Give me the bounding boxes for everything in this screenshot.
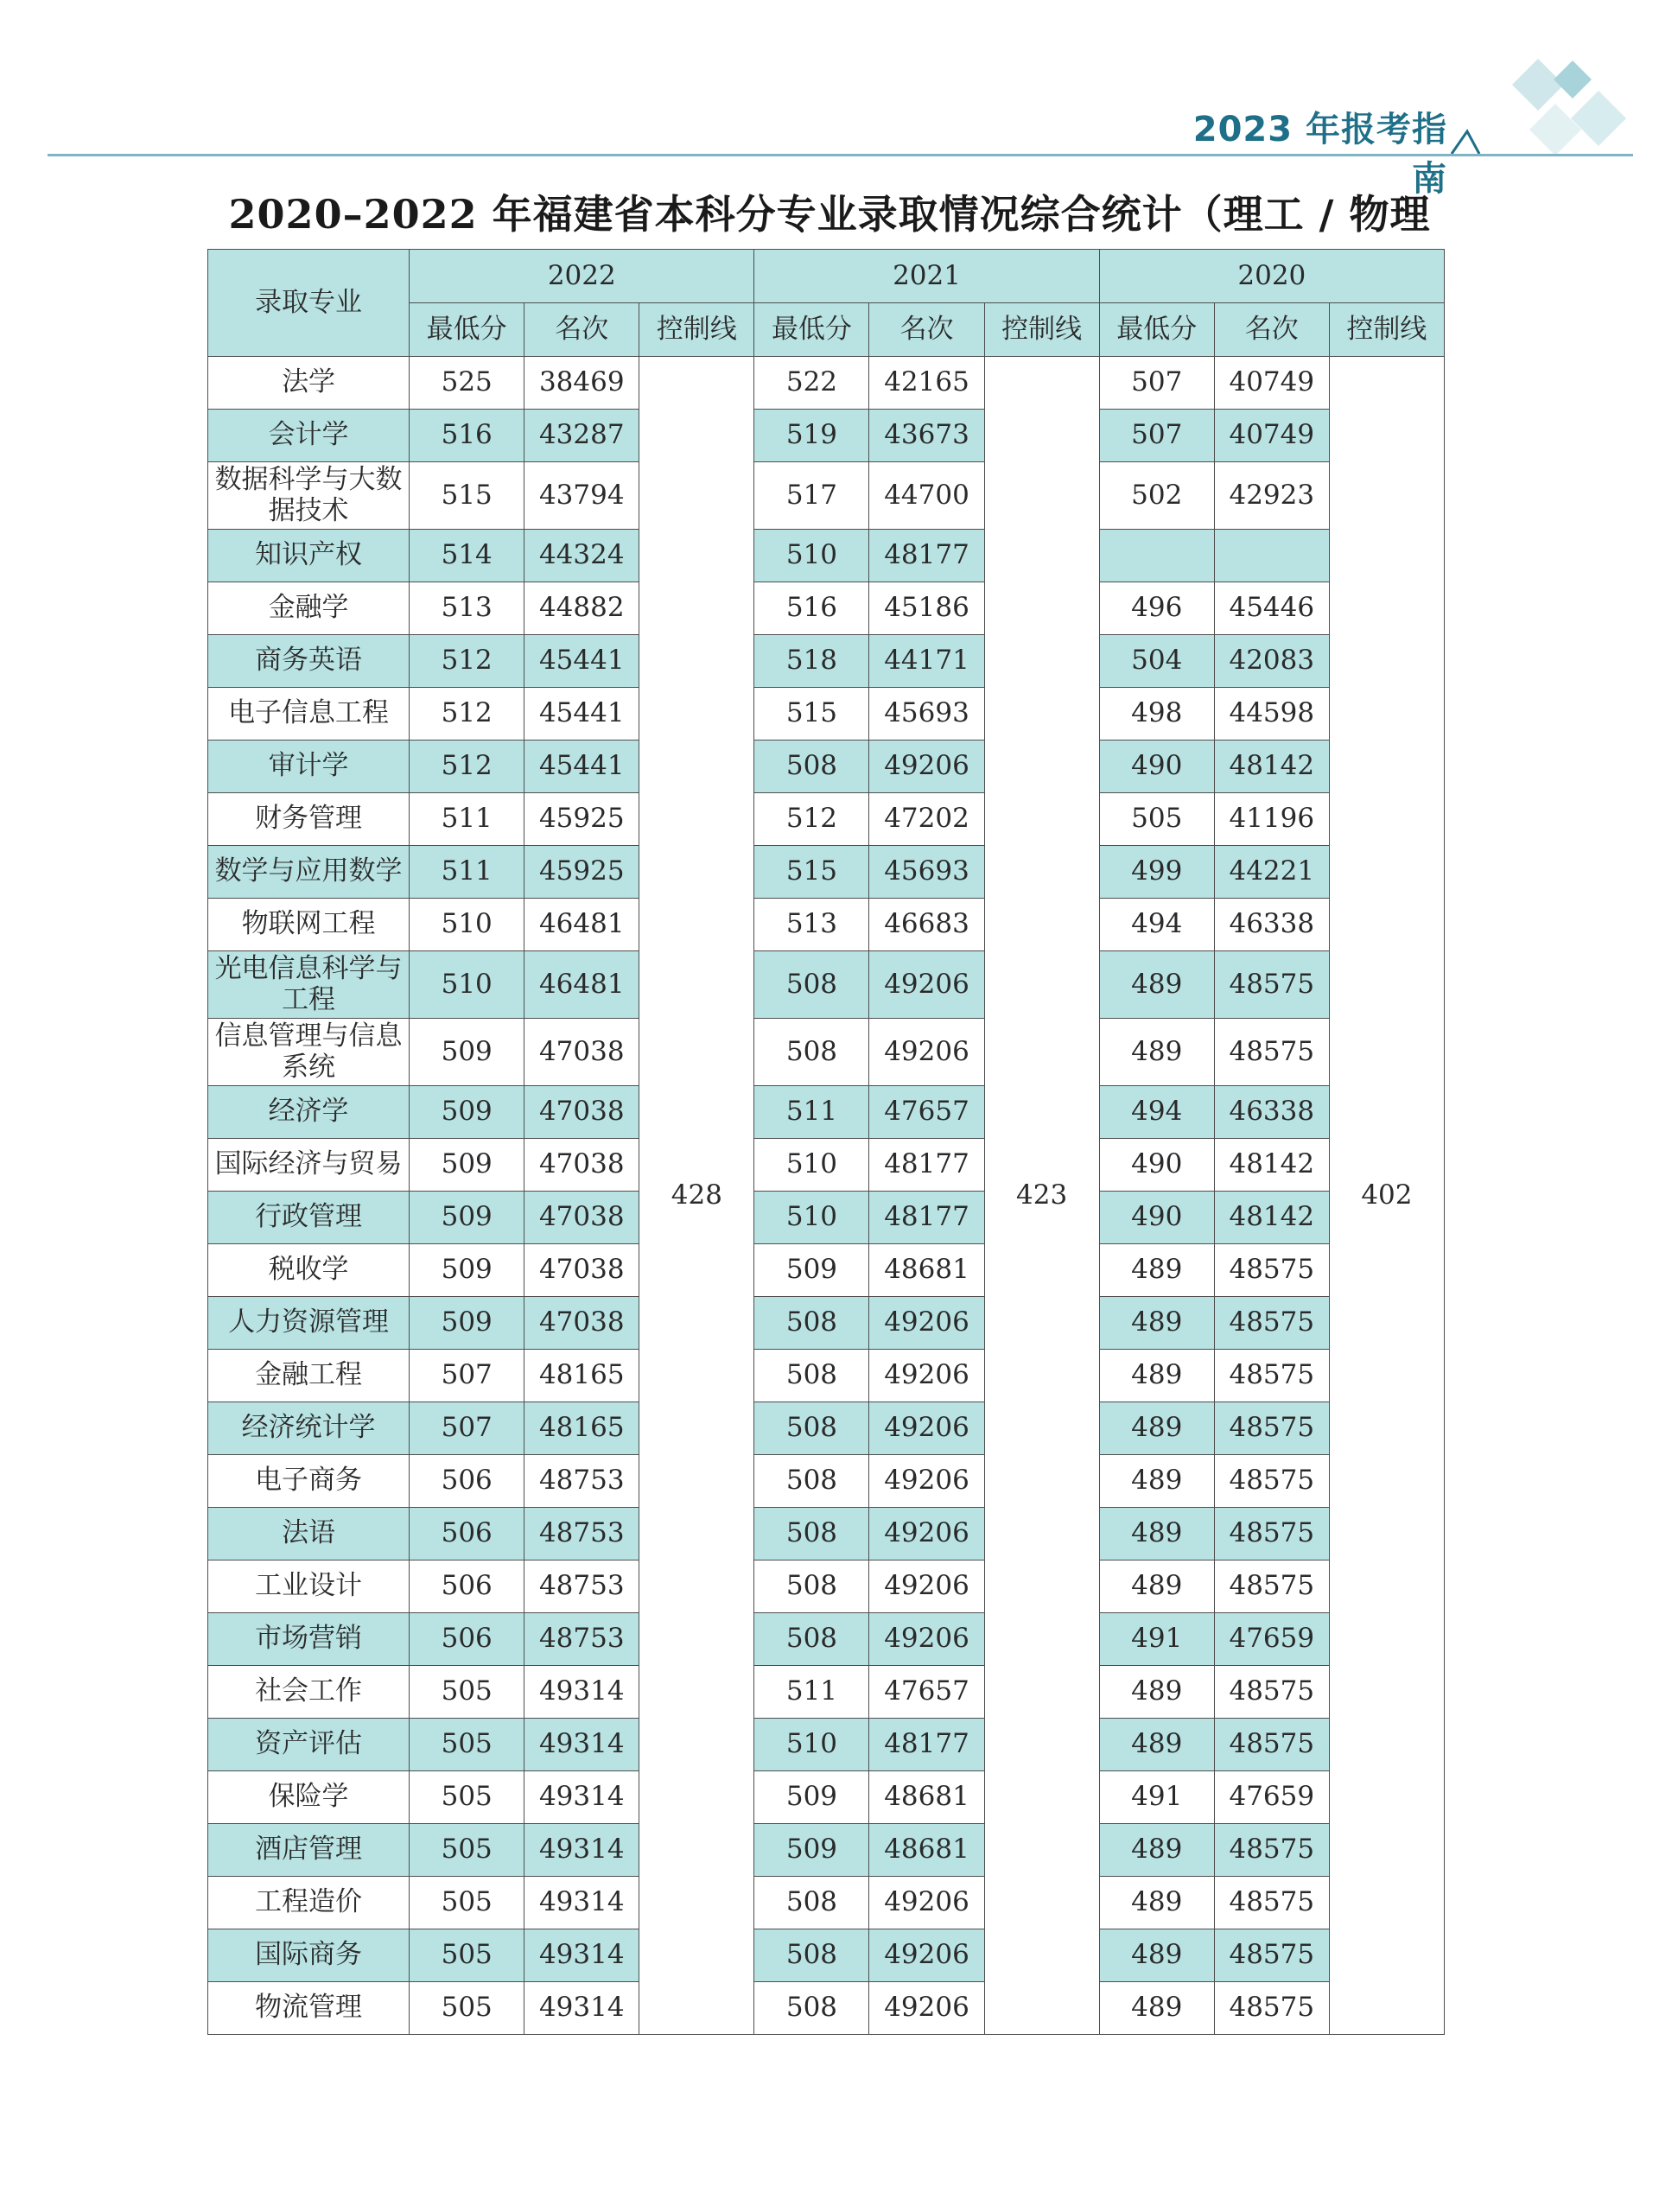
- min-score-cell: 507: [1099, 410, 1214, 462]
- major-cell: 商务英语: [208, 635, 410, 688]
- rank-cell: 48575: [1214, 951, 1329, 1019]
- min-score-cell: 489: [1099, 1297, 1214, 1350]
- rank-cell: 47038: [524, 1192, 639, 1244]
- column-header: 最低分: [754, 303, 869, 357]
- min-score-cell: 509: [410, 1139, 524, 1192]
- table-row: [208, 1192, 1445, 1244]
- major-cell: 行政管理: [208, 1192, 410, 1244]
- min-score-cell: 505: [410, 1877, 524, 1929]
- rank-cell: 48575: [1214, 1982, 1329, 2035]
- table-row: [208, 1877, 1445, 1929]
- major-cell: 人力资源管理: [208, 1297, 410, 1350]
- rank-cell: 48177: [869, 1192, 984, 1244]
- min-score-cell: 489: [1099, 1244, 1214, 1297]
- column-header: 最低分: [410, 303, 524, 357]
- rank-cell: 49314: [524, 1666, 639, 1719]
- rank-cell: 48177: [869, 1719, 984, 1771]
- table-row: [208, 635, 1445, 688]
- rank-cell: 48681: [869, 1771, 984, 1824]
- min-score-cell: 494: [1099, 1086, 1214, 1139]
- table-row: [208, 951, 1445, 1019]
- min-score-cell: 509: [410, 1192, 524, 1244]
- rank-cell: 48165: [524, 1402, 639, 1455]
- min-score-cell: 515: [410, 462, 524, 530]
- min-score-cell: 517: [754, 462, 869, 530]
- min-score-cell: 504: [1099, 635, 1214, 688]
- min-score-cell: 489: [1099, 1455, 1214, 1508]
- header-diamond-decoration: [1434, 52, 1642, 164]
- table-row: [208, 1719, 1445, 1771]
- table-row: [208, 1613, 1445, 1666]
- rank-cell: 47038: [524, 1297, 639, 1350]
- min-score-cell: 511: [410, 846, 524, 899]
- rank-cell: 48681: [869, 1824, 984, 1877]
- min-score-cell: 508: [754, 1350, 869, 1402]
- min-score-cell: 510: [754, 1719, 869, 1771]
- table-row: [208, 1297, 1445, 1350]
- table-row: [208, 1824, 1445, 1877]
- table-row: [208, 741, 1445, 793]
- min-score-cell: 509: [410, 1297, 524, 1350]
- major-cell: 数据科学与大数据技术: [208, 462, 410, 530]
- rank-cell: 42923: [1214, 462, 1329, 530]
- min-score-cell: 490: [1099, 1192, 1214, 1244]
- min-score-cell: 509: [754, 1244, 869, 1297]
- table-row: [208, 1086, 1445, 1139]
- rank-cell: 44221: [1214, 846, 1329, 899]
- min-score-cell: 512: [754, 793, 869, 846]
- min-score-cell: 509: [754, 1824, 869, 1877]
- rank-cell: 49206: [869, 741, 984, 793]
- min-score-cell: 511: [754, 1086, 869, 1139]
- rank-cell: 45693: [869, 688, 984, 741]
- rank-cell: 44171: [869, 635, 984, 688]
- min-score-cell: 516: [410, 410, 524, 462]
- rank-cell: 38469: [524, 357, 639, 410]
- min-score-cell: 515: [754, 846, 869, 899]
- min-score-cell: 505: [1099, 793, 1214, 846]
- min-score-cell: 509: [410, 1086, 524, 1139]
- min-score-cell: 508: [754, 1297, 869, 1350]
- control-line-cell: 428: [639, 357, 754, 2035]
- table-row: [208, 462, 1445, 530]
- table-row: [208, 1508, 1445, 1560]
- rank-cell: 48681: [869, 1244, 984, 1297]
- min-score-cell: 513: [754, 899, 869, 951]
- rank-cell: 47657: [869, 1086, 984, 1139]
- min-score-cell: 506: [410, 1508, 524, 1560]
- min-score-cell: 512: [410, 635, 524, 688]
- min-score-cell: 525: [410, 357, 524, 410]
- min-score-cell: 489: [1099, 1560, 1214, 1613]
- table-row: [208, 1929, 1445, 1982]
- table-row: [208, 846, 1445, 899]
- rank-cell: 47038: [524, 1086, 639, 1139]
- major-cell: 电子信息工程: [208, 688, 410, 741]
- rank-cell: 41196: [1214, 793, 1329, 846]
- table-row: [208, 357, 1445, 410]
- min-score-cell: 491: [1099, 1613, 1214, 1666]
- min-score-cell: 494: [1099, 899, 1214, 951]
- column-header: 名次: [1214, 303, 1329, 357]
- min-score-cell: 505: [410, 1771, 524, 1824]
- rank-cell: 49206: [869, 1877, 984, 1929]
- major-cell: 物流管理: [208, 1982, 410, 2035]
- min-score-cell: 491: [1099, 1771, 1214, 1824]
- rank-cell: 48142: [1214, 741, 1329, 793]
- table-row: [208, 1771, 1445, 1824]
- rank-cell: 49206: [869, 951, 984, 1019]
- column-header: 名次: [869, 303, 984, 357]
- min-score-cell: 489: [1099, 1019, 1214, 1086]
- guide-title: 2023 年报考指南: [1192, 110, 1447, 199]
- major-cell: 社会工作: [208, 1666, 410, 1719]
- major-cell: 国际经济与贸易: [208, 1139, 410, 1192]
- min-score-cell: 513: [410, 582, 524, 635]
- major-cell: 信息管理与信息系统: [208, 1019, 410, 1086]
- table-row: [208, 1560, 1445, 1613]
- rank-cell: 42083: [1214, 635, 1329, 688]
- major-cell: 国际商务: [208, 1929, 410, 1982]
- rank-cell: 45925: [524, 793, 639, 846]
- min-score-cell: 506: [410, 1455, 524, 1508]
- rank-cell: 48753: [524, 1613, 639, 1666]
- rank-cell: 49206: [869, 1402, 984, 1455]
- page-title: 2020–2022 年福建省本科分专业录取情况综合统计（理工 / 物理: [228, 191, 1431, 238]
- min-score-cell: 505: [410, 1929, 524, 1982]
- major-cell: 会计学: [208, 410, 410, 462]
- rank-cell: 48575: [1214, 1402, 1329, 1455]
- major-cell: 光电信息科学与工程: [208, 951, 410, 1019]
- table-row: [208, 1019, 1445, 1086]
- rank-cell: 44700: [869, 462, 984, 530]
- rank-cell: 48753: [524, 1455, 639, 1508]
- min-score-cell: 512: [410, 741, 524, 793]
- min-score-cell: 512: [410, 688, 524, 741]
- control-line-cell: 423: [984, 357, 1099, 2035]
- rank-cell: 48575: [1214, 1877, 1329, 1929]
- rank-cell: 45441: [524, 635, 639, 688]
- rank-cell: 49206: [869, 1929, 984, 1982]
- rank-cell: 48575: [1214, 1560, 1329, 1613]
- major-cell: 财务管理: [208, 793, 410, 846]
- control-line-cell: 402: [1329, 357, 1444, 2035]
- min-score-cell: 508: [754, 1929, 869, 1982]
- rank-cell: 47659: [1214, 1771, 1329, 1824]
- min-score-cell: 489: [1099, 1877, 1214, 1929]
- min-score-cell: 510: [410, 899, 524, 951]
- min-score-cell: 505: [410, 1824, 524, 1877]
- rank-cell: 40749: [1214, 357, 1329, 410]
- rank-cell: 49206: [869, 1560, 984, 1613]
- table-row: [208, 1244, 1445, 1297]
- rank-cell: 47038: [524, 1139, 639, 1192]
- min-score-cell: 505: [410, 1719, 524, 1771]
- min-score-cell: 505: [410, 1666, 524, 1719]
- major-cell: 法语: [208, 1508, 410, 1560]
- min-score-cell: 508: [754, 1982, 869, 2035]
- major-cell: 数学与应用数学: [208, 846, 410, 899]
- min-score-cell: 510: [754, 1192, 869, 1244]
- rank-cell: 48177: [869, 1139, 984, 1192]
- year-header: 2020: [1099, 250, 1444, 303]
- rank-cell: 45925: [524, 846, 639, 899]
- table-row: [208, 530, 1445, 582]
- rank-cell: 47202: [869, 793, 984, 846]
- table-row: [208, 688, 1445, 741]
- min-score-cell: 489: [1099, 951, 1214, 1019]
- rank-cell: 45441: [524, 741, 639, 793]
- min-score-cell: 508: [754, 1455, 869, 1508]
- min-score-cell: 508: [754, 951, 869, 1019]
- rank-cell: 49206: [869, 1508, 984, 1560]
- column-header: 最低分: [1099, 303, 1214, 357]
- rank-cell: 43287: [524, 410, 639, 462]
- min-score-cell: 509: [754, 1771, 869, 1824]
- rank-cell: 48142: [1214, 1139, 1329, 1192]
- rank-cell: 43794: [524, 462, 639, 530]
- min-score-cell: 489: [1099, 1402, 1214, 1455]
- rank-cell: 49206: [869, 1019, 984, 1086]
- column-header: 控制线: [639, 303, 754, 357]
- min-score-cell: 518: [754, 635, 869, 688]
- major-cell: 金融工程: [208, 1350, 410, 1402]
- min-score-cell: 519: [754, 410, 869, 462]
- major-cell: 税收学: [208, 1244, 410, 1297]
- min-score-cell: 510: [754, 530, 869, 582]
- min-score-cell: 508: [754, 1877, 869, 1929]
- rank-cell: 48575: [1214, 1929, 1329, 1982]
- rank-cell: 44882: [524, 582, 639, 635]
- rank-cell: 46338: [1214, 899, 1329, 951]
- rank-cell: 47038: [524, 1019, 639, 1086]
- major-cell: 物联网工程: [208, 899, 410, 951]
- rank-cell: 48575: [1214, 1508, 1329, 1560]
- min-score-cell: 506: [410, 1560, 524, 1613]
- rank-cell: 47657: [869, 1666, 984, 1719]
- rank-cell: 49206: [869, 1297, 984, 1350]
- rank-cell: 49206: [869, 1350, 984, 1402]
- rank-cell: 49314: [524, 1719, 639, 1771]
- rank-cell: [1214, 530, 1329, 582]
- major-cell: 保险学: [208, 1771, 410, 1824]
- year-header: 2021: [754, 250, 1099, 303]
- table-row: [208, 582, 1445, 635]
- rank-cell: 44598: [1214, 688, 1329, 741]
- column-header: 名次: [524, 303, 639, 357]
- min-score-cell: 489: [1099, 1824, 1214, 1877]
- header-divider: [48, 154, 1633, 156]
- table-row: [208, 410, 1445, 462]
- table-row: [208, 1982, 1445, 2035]
- rank-cell: 45693: [869, 846, 984, 899]
- rank-cell: 45441: [524, 688, 639, 741]
- min-score-cell: 489: [1099, 1929, 1214, 1982]
- rank-cell: 48575: [1214, 1019, 1329, 1086]
- rank-cell: 48575: [1214, 1455, 1329, 1508]
- year-header: 2022: [410, 250, 754, 303]
- rank-cell: 49314: [524, 1877, 639, 1929]
- major-cell: 工业设计: [208, 1560, 410, 1613]
- min-score-cell: 507: [410, 1350, 524, 1402]
- rank-cell: 48575: [1214, 1666, 1329, 1719]
- rank-cell: 42165: [869, 357, 984, 410]
- min-score-cell: 515: [754, 688, 869, 741]
- min-score-cell: 489: [1099, 1719, 1214, 1771]
- min-score-cell: 508: [754, 1613, 869, 1666]
- min-score-cell: 498: [1099, 688, 1214, 741]
- rank-cell: 43673: [869, 410, 984, 462]
- rank-cell: 46338: [1214, 1086, 1329, 1139]
- rank-cell: 48575: [1214, 1824, 1329, 1877]
- major-cell: 法学: [208, 357, 410, 410]
- rank-cell: 49206: [869, 1455, 984, 1508]
- major-header: 录取专业: [208, 250, 410, 357]
- min-score-cell: 508: [754, 1560, 869, 1613]
- rank-cell: 48575: [1214, 1297, 1329, 1350]
- table-row: [208, 1666, 1445, 1719]
- rank-cell: 47038: [524, 1244, 639, 1297]
- min-score-cell: 489: [1099, 1350, 1214, 1402]
- min-score-cell: 499: [1099, 846, 1214, 899]
- column-header: 控制线: [984, 303, 1099, 357]
- table-row: [208, 1350, 1445, 1402]
- min-score-cell: 506: [410, 1613, 524, 1666]
- major-cell: 金融学: [208, 582, 410, 635]
- rank-cell: 48177: [869, 530, 984, 582]
- rank-cell: 48575: [1214, 1350, 1329, 1402]
- min-score-cell: 507: [410, 1402, 524, 1455]
- min-score-cell: 508: [754, 1508, 869, 1560]
- rank-cell: 49314: [524, 1824, 639, 1877]
- major-cell: 市场营销: [208, 1613, 410, 1666]
- major-cell: 工程造价: [208, 1877, 410, 1929]
- min-score-cell: 508: [754, 741, 869, 793]
- min-score-cell: 489: [1099, 1508, 1214, 1560]
- min-score-cell: 510: [754, 1139, 869, 1192]
- min-score-cell: 511: [754, 1666, 869, 1719]
- table-row: [208, 899, 1445, 951]
- rank-cell: 49314: [524, 1929, 639, 1982]
- table-row: [208, 1139, 1445, 1192]
- rank-cell: 49314: [524, 1771, 639, 1824]
- min-score-cell: 509: [410, 1019, 524, 1086]
- rank-cell: 46683: [869, 899, 984, 951]
- min-score-cell: 507: [1099, 357, 1214, 410]
- table-row: [208, 793, 1445, 846]
- rank-cell: 48165: [524, 1350, 639, 1402]
- rank-cell: 49314: [524, 1982, 639, 2035]
- min-score-cell: 489: [1099, 1666, 1214, 1719]
- min-score-cell: 490: [1099, 741, 1214, 793]
- major-cell: 经济学: [208, 1086, 410, 1139]
- rank-cell: 47659: [1214, 1613, 1329, 1666]
- min-score-cell: 522: [754, 357, 869, 410]
- table-row: [208, 1402, 1445, 1455]
- admission-table: [207, 249, 1445, 2035]
- min-score-cell: 510: [410, 951, 524, 1019]
- rank-cell: 48575: [1214, 1719, 1329, 1771]
- min-score-cell: 508: [754, 1402, 869, 1455]
- rank-cell: 49206: [869, 1982, 984, 2035]
- major-cell: 审计学: [208, 741, 410, 793]
- rank-cell: 48753: [524, 1508, 639, 1560]
- min-score-cell: [1099, 530, 1214, 582]
- rank-cell: 44324: [524, 530, 639, 582]
- major-cell: 知识产权: [208, 530, 410, 582]
- table-row: [208, 1455, 1445, 1508]
- major-cell: 资产评估: [208, 1719, 410, 1771]
- min-score-cell: 509: [410, 1244, 524, 1297]
- rank-cell: 49206: [869, 1613, 984, 1666]
- min-score-cell: 511: [410, 793, 524, 846]
- rank-cell: 46481: [524, 951, 639, 1019]
- min-score-cell: 516: [754, 582, 869, 635]
- rank-cell: 46481: [524, 899, 639, 951]
- major-cell: 酒店管理: [208, 1824, 410, 1877]
- rank-cell: 40749: [1214, 410, 1329, 462]
- min-score-cell: 496: [1099, 582, 1214, 635]
- min-score-cell: 505: [410, 1982, 524, 2035]
- min-score-cell: 489: [1099, 1982, 1214, 2035]
- min-score-cell: 508: [754, 1019, 869, 1086]
- column-header: 控制线: [1329, 303, 1444, 357]
- rank-cell: 48753: [524, 1560, 639, 1613]
- major-cell: 经济统计学: [208, 1402, 410, 1455]
- rank-cell: 45446: [1214, 582, 1329, 635]
- rank-cell: 48575: [1214, 1244, 1329, 1297]
- rank-cell: 48142: [1214, 1192, 1329, 1244]
- min-score-cell: 490: [1099, 1139, 1214, 1192]
- min-score-cell: 502: [1099, 462, 1214, 530]
- min-score-cell: 514: [410, 530, 524, 582]
- major-cell: 电子商务: [208, 1455, 410, 1508]
- rank-cell: 45186: [869, 582, 984, 635]
